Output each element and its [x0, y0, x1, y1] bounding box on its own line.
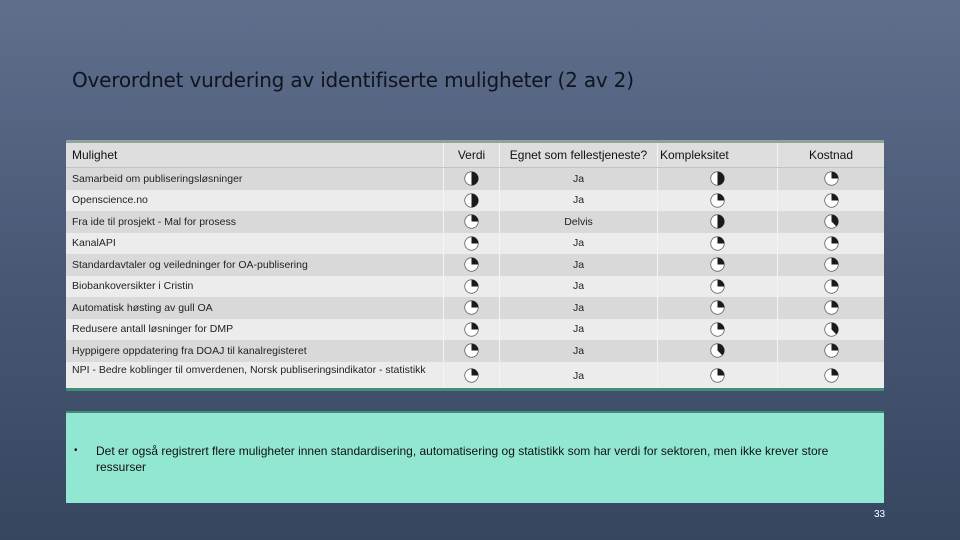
cell-kompleksitet: [658, 211, 778, 233]
slide-title: Overordnet vurdering av identifiserte muligheter (2 av 2): [72, 68, 634, 92]
cell-egnet: Ja: [500, 276, 658, 298]
info-text: Det er også registrert flere muligheter innen standardisering, automatisering og statistikk som har verdi for sektoren, men ikke krever store ressurser: [96, 444, 829, 474]
kompleksitet-harvey-ball-icon: [710, 236, 725, 251]
cell-kompleksitet: [658, 254, 778, 276]
cell-kostnad: [778, 319, 884, 341]
cell-verdi: [444, 276, 500, 298]
kompleksitet-harvey-ball-icon: [710, 300, 725, 315]
kompleksitet-harvey-ball-icon: [710, 368, 725, 383]
cell-egnet: Ja: [500, 340, 658, 362]
verdi-harvey-ball-icon: [464, 236, 479, 251]
cell-mulighet: Samarbeid om publiseringsløsninger: [66, 168, 444, 190]
cell-kompleksitet: [658, 190, 778, 212]
cell-kostnad: [778, 233, 884, 255]
cell-egnet: Ja: [500, 254, 658, 276]
cell-mulighet: Standardavtaler og veiledninger for OA-publisering: [66, 254, 444, 276]
cell-kostnad: [778, 190, 884, 212]
cell-verdi: [444, 340, 500, 362]
kostnad-harvey-ball-icon: [824, 300, 839, 315]
kostnad-harvey-ball-icon: [824, 343, 839, 358]
cell-verdi: [444, 364, 500, 388]
cell-mulighet: KanalAPI: [66, 233, 444, 255]
table-header-row: [66, 143, 884, 168]
cell-mulighet: Automatisk høsting av gull OA: [66, 297, 444, 319]
table-row: [66, 233, 884, 255]
verdi-harvey-ball-icon: [464, 343, 479, 358]
cell-mulighet: NPI - Bedre koblinger til omverdenen, Norsk publiseringsindikator - statistikk: [66, 364, 444, 388]
kompleksitet-harvey-ball-icon: [710, 193, 725, 208]
verdi-harvey-ball-icon: [464, 322, 479, 337]
cell-verdi: [444, 168, 500, 190]
bullet-marker: •: [74, 445, 78, 456]
header-kompleksitet: Kompleksitet: [658, 143, 778, 167]
verdi-harvey-ball-icon: [464, 300, 479, 315]
kompleksitet-harvey-ball-icon: [710, 171, 725, 186]
kostnad-harvey-ball-icon: [824, 279, 839, 294]
header-egnet: Egnet som fellestjeneste?: [500, 143, 658, 167]
table-row: [66, 362, 884, 388]
kompleksitet-harvey-ball-icon: [710, 322, 725, 337]
assessment-table: [66, 140, 884, 391]
verdi-harvey-ball-icon: [464, 171, 479, 186]
cell-mulighet: Openscience.no: [66, 190, 444, 212]
cell-kompleksitet: [658, 319, 778, 341]
verdi-harvey-ball-icon: [464, 279, 479, 294]
cell-verdi: [444, 190, 500, 212]
cell-kostnad: [778, 168, 884, 190]
cell-egnet: Ja: [500, 297, 658, 319]
cell-kostnad: [778, 340, 884, 362]
page-number: 33: [874, 509, 886, 520]
cell-egnet: Ja: [500, 190, 658, 212]
table-row: [66, 276, 884, 298]
cell-mulighet: Hyppigere oppdatering fra DOAJ til kanalregisteret: [66, 340, 444, 362]
cell-mulighet: Biobankoversikter i Cristin: [66, 276, 444, 298]
table-row: [66, 340, 884, 362]
table-row: [66, 319, 884, 341]
kompleksitet-harvey-ball-icon: [710, 214, 725, 229]
cell-kompleksitet: [658, 276, 778, 298]
cell-kostnad: [778, 254, 884, 276]
kostnad-harvey-ball-icon: [824, 193, 839, 208]
verdi-harvey-ball-icon: [464, 214, 479, 229]
kostnad-harvey-ball-icon: [824, 368, 839, 383]
verdi-harvey-ball-icon: [464, 368, 479, 383]
cell-kompleksitet: [658, 168, 778, 190]
kompleksitet-harvey-ball-icon: [710, 257, 725, 272]
cell-verdi: [444, 297, 500, 319]
cell-kostnad: [778, 364, 884, 388]
cell-kompleksitet: [658, 364, 778, 388]
cell-kostnad: [778, 297, 884, 319]
info-box: [66, 411, 884, 503]
cell-mulighet: Redusere antall løsninger for DMP: [66, 319, 444, 341]
verdi-harvey-ball-icon: [464, 257, 479, 272]
cell-verdi: [444, 211, 500, 233]
table-body: [66, 168, 884, 388]
table-row: [66, 168, 884, 190]
cell-egnet: Ja: [500, 364, 658, 388]
kompleksitet-harvey-ball-icon: [710, 279, 725, 294]
cell-kompleksitet: [658, 233, 778, 255]
cell-egnet: Ja: [500, 319, 658, 341]
cell-kostnad: [778, 211, 884, 233]
header-kostnad: Kostnad: [808, 148, 854, 162]
cell-verdi: [444, 254, 500, 276]
kostnad-harvey-ball-icon: [824, 257, 839, 272]
cell-egnet: Ja: [500, 233, 658, 255]
kostnad-harvey-ball-icon: [824, 214, 839, 229]
cell-kompleksitet: [658, 297, 778, 319]
header-verdi: Verdi: [444, 143, 500, 167]
table-row: [66, 254, 884, 276]
cell-verdi: [444, 233, 500, 255]
cell-mulighet: Fra ide til prosjekt - Mal for prosess: [66, 211, 444, 233]
kostnad-harvey-ball-icon: [824, 322, 839, 337]
cell-kompleksitet: [658, 340, 778, 362]
cell-kostnad: [778, 276, 884, 298]
table-row: [66, 297, 884, 319]
kostnad-harvey-ball-icon: [824, 171, 839, 186]
table-row: [66, 211, 884, 233]
cell-verdi: [444, 319, 500, 341]
header-mulighet: Mulighet: [66, 143, 444, 167]
kompleksitet-harvey-ball-icon: [710, 343, 725, 358]
verdi-harvey-ball-icon: [464, 193, 479, 208]
cell-egnet: Ja: [500, 168, 658, 190]
kostnad-harvey-ball-icon: [824, 236, 839, 251]
table-row: [66, 190, 884, 212]
cell-egnet: Delvis: [500, 211, 658, 233]
